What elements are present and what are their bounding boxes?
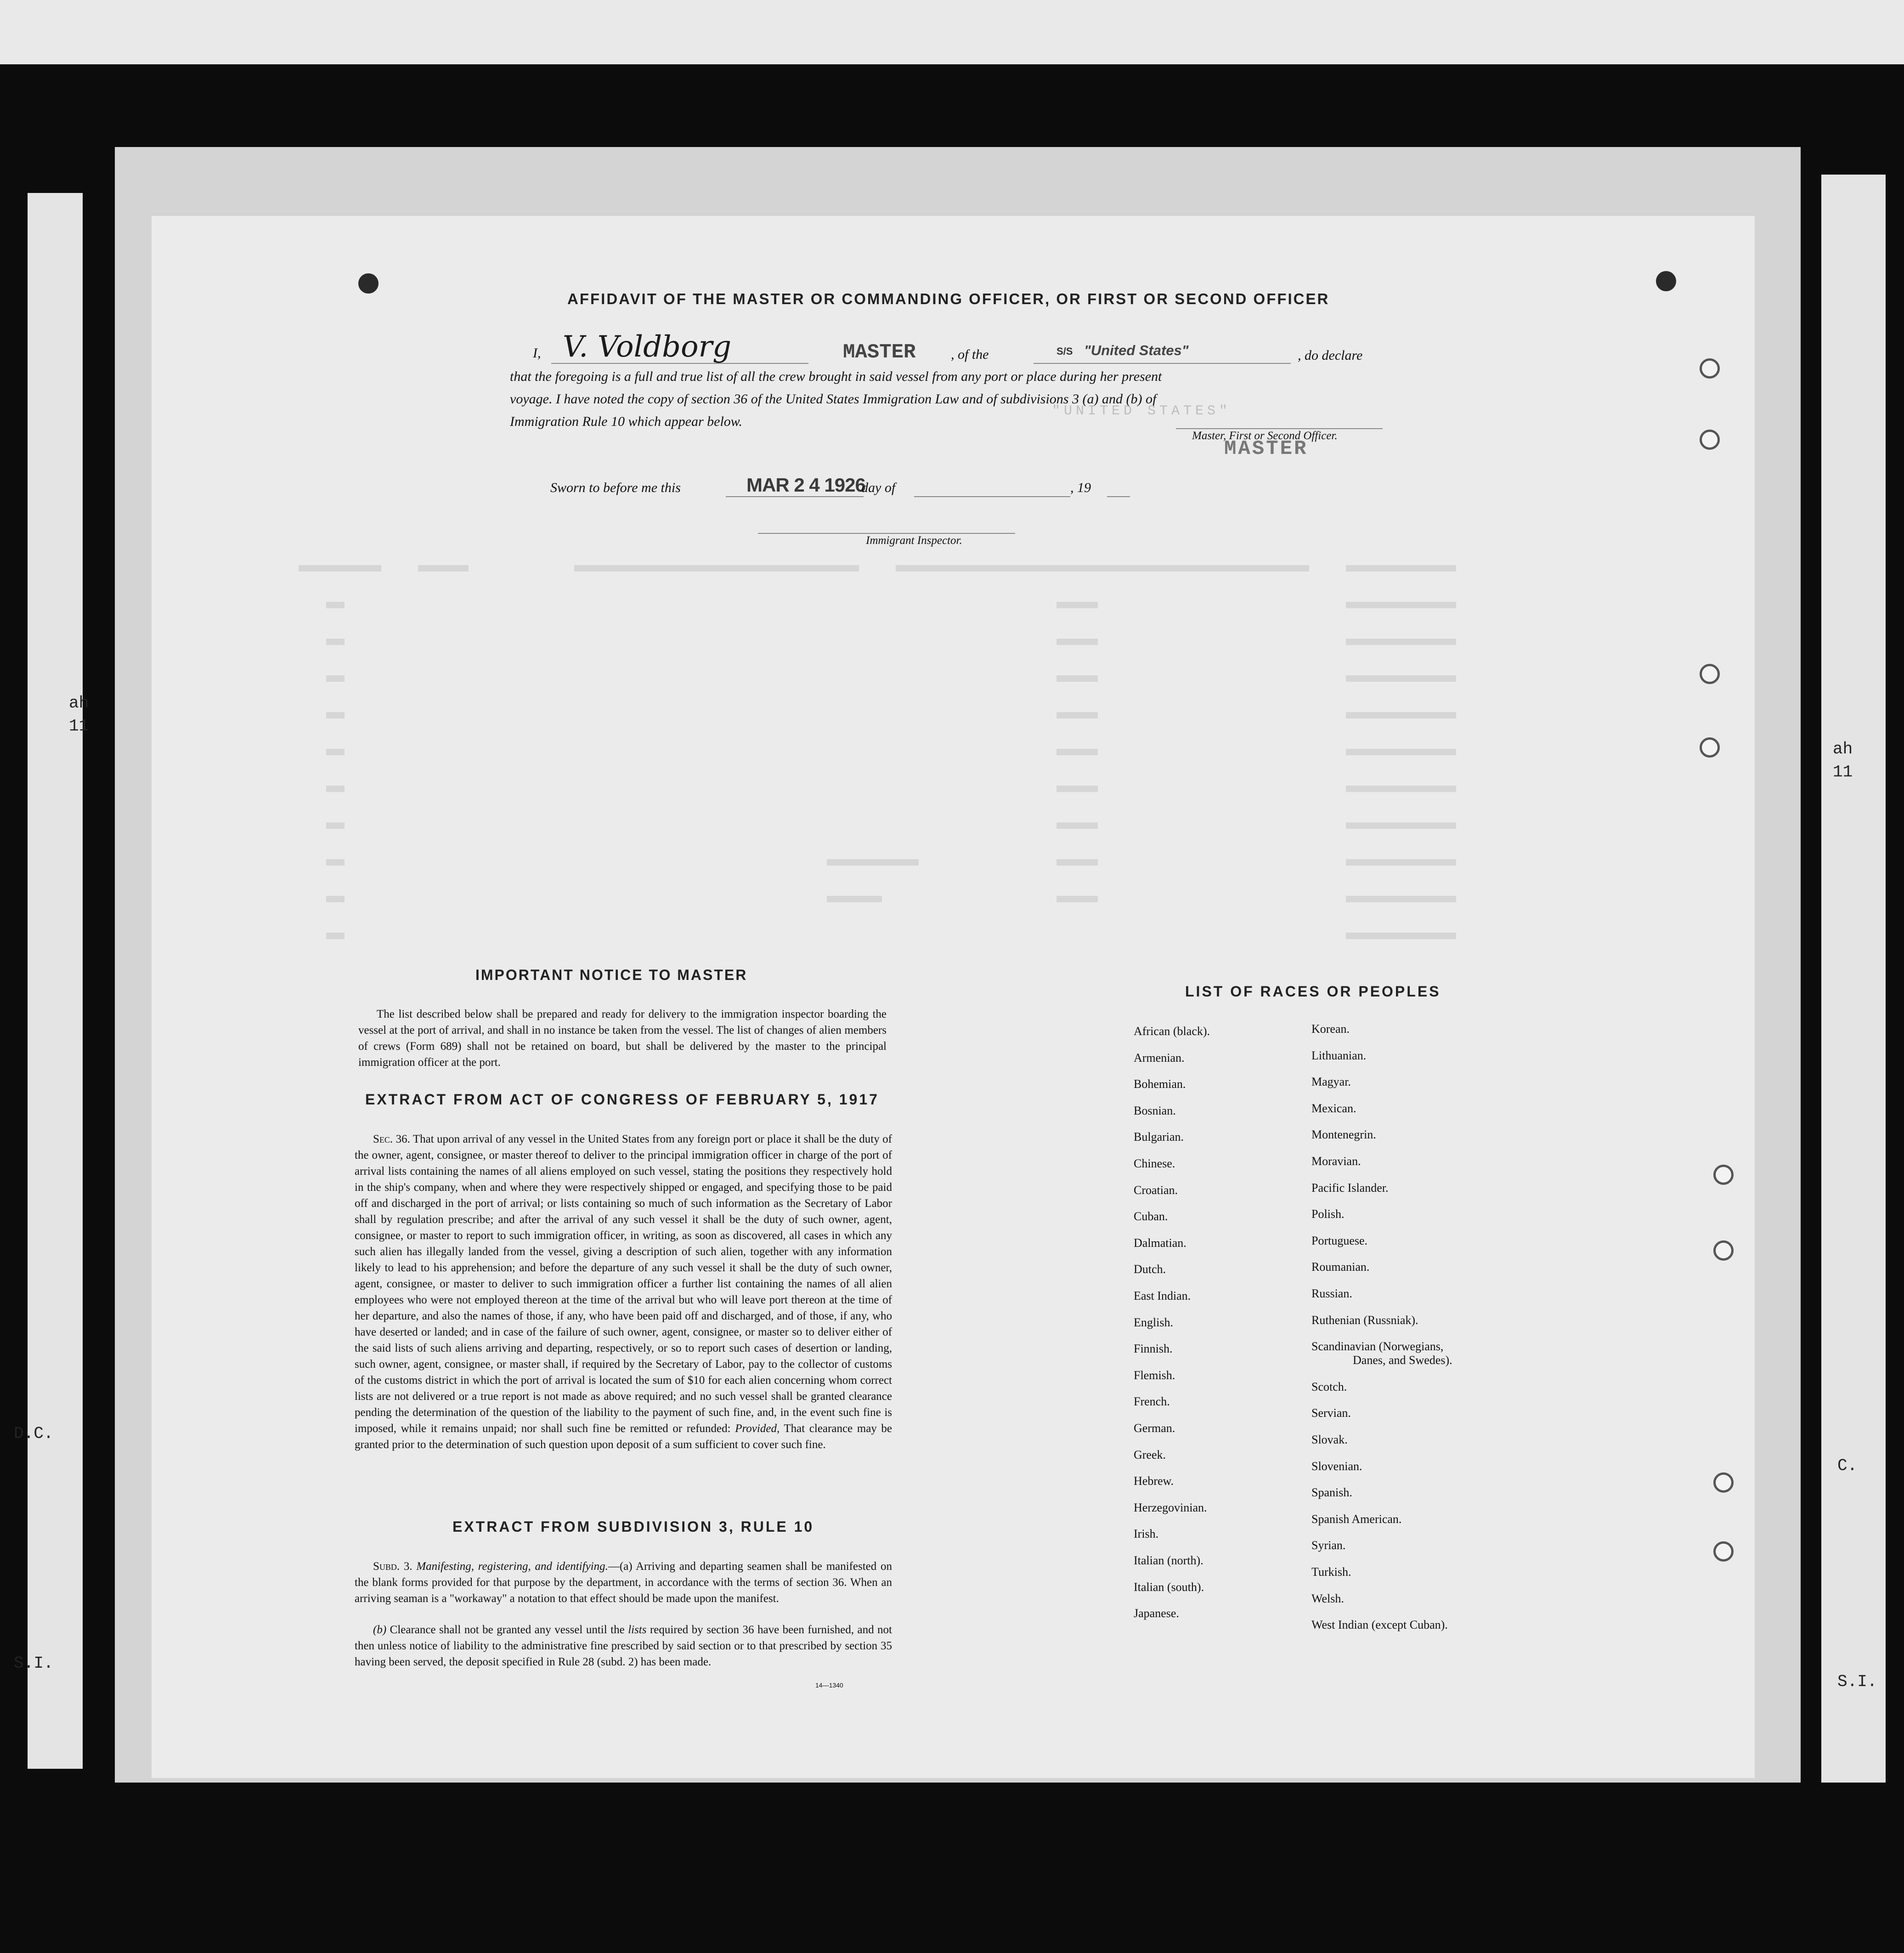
race-item: Polish. (1311, 1207, 1345, 1221)
race-item: Slovenian. (1311, 1459, 1362, 1473)
subd-label: Subd. 3. (373, 1560, 412, 1573)
race-item: Bohemian. (1134, 1077, 1186, 1091)
race-item: Korean. (1311, 1022, 1350, 1036)
race-item: Montenegrin. (1311, 1128, 1376, 1142)
rule-10-part-b (355, 1622, 892, 1670)
inspector-signature-line (758, 533, 1015, 534)
left-margin-mark: 11 (69, 717, 89, 736)
bleed-through-lines (299, 556, 1470, 969)
race-item: Irish. (1134, 1527, 1159, 1541)
binder-ring (1713, 1240, 1734, 1261)
form-number: 14—1340 (815, 1681, 843, 1689)
extract-act-title: EXTRACT FROM ACT OF CONGRESS OF FEBRUARY 5, 1917 (365, 1091, 879, 1108)
race-item: Slovak. (1311, 1433, 1348, 1446)
vessel-name: "United States" (1084, 342, 1189, 358)
month-line (914, 496, 1070, 497)
race-item: Welsh. (1311, 1591, 1344, 1605)
provided-label: Provided, (735, 1422, 780, 1435)
section-label: Sec. 36. (373, 1133, 410, 1145)
race-item: Bulgarian. (1134, 1130, 1184, 1144)
race-item: Lithuanian. (1311, 1048, 1367, 1062)
binder-ring (1700, 358, 1720, 379)
left-margin-mark: S.I. (14, 1654, 54, 1673)
race-item: Bosnian. (1134, 1104, 1176, 1117)
day-of-label: day of (861, 480, 896, 495)
race-item: Magyar. (1311, 1075, 1351, 1089)
right-adjacent-sheet (1821, 175, 1886, 1783)
binder-ring (1700, 664, 1720, 684)
part-b-label: (b) (373, 1624, 387, 1636)
race-item: Herzegovinian. (1134, 1500, 1207, 1514)
race-item: Russian. (1311, 1287, 1352, 1300)
race-item: Hebrew. (1134, 1474, 1174, 1488)
race-item: Scotch. (1311, 1380, 1347, 1393)
race-item: French. (1134, 1395, 1170, 1409)
part-a-text: —(a) Arriving and departing seamen shall be manifested on the blank forms provided for that purpose by the department, in accordance with the terms of section 36. When an arriving seaman is a "workaway" a notation to that effect should be made upon the manifest. (355, 1560, 892, 1605)
race-item: Dalmatian. (1134, 1236, 1186, 1250)
right-margin-mark: S.I. (1837, 1672, 1877, 1691)
race-item: Syrian. (1311, 1539, 1346, 1552)
year-label: , 19 (1070, 480, 1091, 495)
race-item: Italian (south). (1134, 1580, 1204, 1594)
declaration-line-1: that the foregoing is a full and true list of all the crew brought in said vessel from any port or place during her present (510, 369, 1162, 384)
race-item: East Indian. (1134, 1289, 1191, 1302)
master-signature: V. Voldborg (563, 330, 732, 364)
right-margin-mark: 11 (1833, 763, 1853, 781)
left-adjacent-sheet (28, 193, 83, 1769)
punch-hole (1656, 271, 1676, 291)
race-item: Servian. (1311, 1406, 1351, 1420)
inspector-caption: Immigrant Inspector. (866, 534, 962, 547)
race-item: Italian (north). (1134, 1554, 1203, 1567)
binder-ring (1700, 430, 1720, 450)
binder-ring (1700, 737, 1720, 758)
officer-caption: Master, First or Second Officer. (1192, 430, 1338, 442)
race-item: Mexican. (1311, 1101, 1356, 1115)
year-line (1107, 496, 1130, 497)
race-item: Spanish American. (1311, 1512, 1402, 1526)
notice-body: The list described below shall be prepared and ready for delivery to the immigration inspector boarding the vessel at the port of arrival, and shall in no instance be taken from the vessel. The list of changes of alien members of crews (Form 689) shall not be retained on board, but shall be delivered by the master to the principal immigration officer at the port. (358, 1008, 887, 1069)
binder-ring (1713, 1472, 1734, 1493)
affidavit-title: AFFIDAVIT OF THE MASTER OR COMMANDING OFFICER, OR FIRST OR SECOND OFFICER (567, 290, 1330, 307)
sworn-date-line (726, 496, 864, 497)
notice-title: IMPORTANT NOTICE TO MASTER (475, 967, 748, 983)
race-item: Japanese. (1134, 1607, 1179, 1620)
race-item: Croatian. (1134, 1183, 1178, 1197)
part-b-pre: Clearance shall not be granted any vessel until the (390, 1624, 625, 1636)
race-item: Finnish. (1134, 1342, 1173, 1356)
vessel-type: S/S (1057, 345, 1073, 357)
race-item: English. (1134, 1315, 1173, 1329)
declarant-prefix: I, (533, 345, 541, 361)
race-item: Moravian. (1311, 1155, 1361, 1168)
race-item: Armenian. (1134, 1051, 1185, 1064)
declaration-line-3: Immigration Rule 10 which appear below. (510, 414, 743, 429)
race-item: Ruthenian (Russniak). (1311, 1313, 1418, 1327)
section-36-text (355, 1131, 892, 1453)
race-item: Scandinavian (Norwegians, (1311, 1340, 1444, 1353)
race-item: Spanish. (1311, 1486, 1352, 1500)
of-the-label: , of the (951, 347, 989, 362)
vessel-line (1034, 363, 1291, 364)
race-item: West Indian (except Cuban). (1311, 1618, 1448, 1632)
do-declare-label: , do declare (1298, 348, 1363, 363)
section-36-end: That clearance may be granted prior to the determination of such question upon deposit of a sum sufficient to cover such fine. (355, 1422, 893, 1451)
race-item: Flemish. (1134, 1368, 1175, 1382)
binder-ring (1713, 1165, 1734, 1185)
film-top-band (0, 0, 1904, 64)
rule-10-part-a (355, 1558, 892, 1607)
part-b-post: required by section 36 have been furnished, and not then unless notice of liability to the administrative fine prescribed by said section or to that prescribed by section 35 having been served, the deposit specified in Rule 28 (subd. 2) has been made. (355, 1624, 893, 1668)
officer-signature-line (1176, 428, 1383, 429)
punch-hole (358, 273, 379, 294)
right-margin-mark: C. (1837, 1456, 1858, 1475)
race-item: German. (1134, 1421, 1175, 1435)
binder-ring (1713, 1541, 1734, 1562)
race-item: Dutch. (1134, 1262, 1166, 1276)
race-item: Pacific Islander. (1311, 1181, 1389, 1194)
extract-rule-title: EXTRACT FROM SUBDIVISION 3, RULE 10 (452, 1518, 814, 1535)
race-item: Chinese. (1134, 1157, 1175, 1170)
right-margin-mark: ah (1833, 740, 1853, 759)
rank-stamp: MASTER (843, 341, 916, 364)
master-stamp: MASTER (1224, 437, 1308, 460)
races-title: LIST OF RACES OR PEOPLES (1185, 983, 1441, 1000)
race-item: Danes, and Swedes). (1353, 1353, 1452, 1367)
affidavit-page (152, 216, 1755, 1778)
sworn-label: Sworn to before me this (550, 480, 681, 495)
subd-title: Manifesting, registering, and identifying. (416, 1560, 608, 1573)
left-margin-mark: D.C. (14, 1424, 54, 1443)
part-b-lists: lists (628, 1624, 647, 1636)
race-item: Turkish. (1311, 1565, 1351, 1579)
declaration-line-2: voyage. I have noted the copy of section 36 of the United States Immigration Law and of subdivisions 3 (a) and (b) of (510, 391, 1157, 407)
left-margin-mark: ah (69, 694, 89, 713)
race-item: Greek. (1134, 1448, 1166, 1461)
date-stamp: MAR 2 4 1926 (746, 474, 865, 496)
race-item: Roumanian. (1311, 1260, 1370, 1274)
race-item: Cuban. (1134, 1210, 1168, 1223)
race-item: Portuguese. (1311, 1234, 1368, 1247)
bleed-through-rows (299, 556, 1470, 969)
section-36-body: That upon arrival of any vessel in the United States from any foreign port or place it shall be the duty of the owner, agent, consignee, or master thereof to deliver to the principal immigration officer in charge of the port of arrival lists containing the names of all aliens employed on such vessel, stating the positions they respectively hold in the ship's company, when and where they were respectively shipped or engaged, and specifying those to be paid off and discharged in the port of arrival; or lists containing so much of such information as the Secretary of Labor shall by regulation prescribe; and after the arrival of any such vessel it shall be the duty of such owner, agent, consignee, or master to report to such immigration officer, in writing, as soon as discovered, all cases in which any such alien has illegally landed from the vessel, giving a description of such alien, together with any information likely to lead to his apprehension; and before the departure of any such vessel it shall be the duty of such owner, agent, consignee, or master to deliver to such immigration officer a further list containing the names of all alien employees who were not employed thereon at the time of the arrival but who will leave port thereon at the time of her departure, and also the names of those, if any, who have been paid off and discharged, and of those, if any, who have deserted or landed; and in case of the failure of such owner, agent, consignee, or master so to deliver either of the said lists of such aliens arriving and departing, respectively, or so to report such cases of desertion or landing, such owner, agent, consignee, or master shall, if required by the Secretary of Labor, pay to the collector of customs of the customs district in which the port of arrival is located the sum of $10 for each alien concerning whom correct lists are not delivered or a true report is not made as above required; and no such vessel shall be granted clearance pending the determination of the question of the liability to the payment of such fine, and, in the event such fine is imposed, while it remains unpaid; nor shall such fine be remitted or refunded: (355, 1133, 892, 1435)
vessel-bleed-stamp: "UNITED STATES" (1052, 403, 1232, 419)
race-item: African (black). (1134, 1025, 1210, 1038)
